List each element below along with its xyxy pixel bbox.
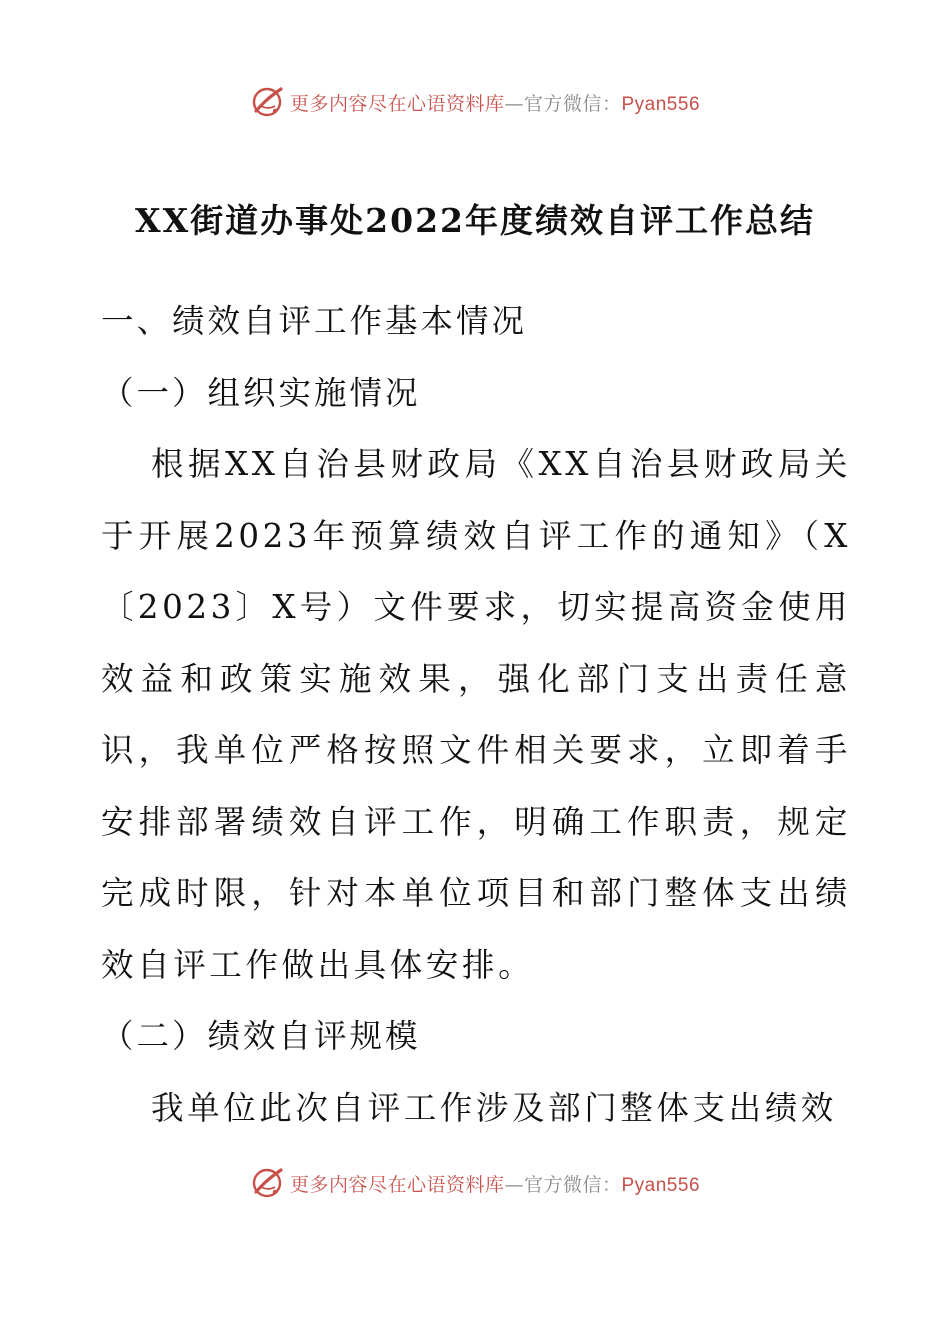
document-title: XX街道办事处2022年度绩效自评工作总结 <box>134 201 816 240</box>
footer-wechat-id: Pyan556 <box>621 1174 701 1196</box>
footer-banner-text <box>290 1170 700 1197</box>
paragraph-2: 我单位此次自评工作涉及部门整体支出绩效 <box>151 1088 837 1127</box>
header-wechat-id: Pyan556 <box>621 93 701 115</box>
section-heading-1: 一、绩效自评工作基本情况 <box>101 302 528 340</box>
header-banner-text <box>290 89 700 116</box>
subsection-heading-1: （一）组织实施情况 <box>101 373 421 412</box>
footer-banner <box>0 1163 950 1203</box>
header-banner <box>0 82 950 122</box>
footer-source-text: 更多内容尽在心语资料库 <box>289 1173 505 1196</box>
header-source-text: 更多内容尽在心语资料库 <box>289 92 505 115</box>
footer-wechat-label: —官方微信： <box>504 1173 622 1196</box>
brush-logo-icon <box>250 1165 286 1201</box>
subsection-heading-2: （二）绩效自评规模 <box>101 1017 421 1055</box>
document-body <box>101 286 851 1144</box>
header-wechat-label: —官方微信： <box>504 92 622 115</box>
brush-logo-icon <box>250 84 286 120</box>
paragraph-1: 根据XX自治县财政局《XX自治县财政局关于开展2023年预算绩效自评工作的通知》（X〔2023〕X号）文件要求，切实提高资金使用效益和政策实施效果，强化部门支出责任意识，我单位严格按照文件相关要求，立即着手安排部署绩效自评工作，明确工作职责，规定完成时限，针对本单位项目和部门整体支出绩效自评工作做出具体安排。 <box>101 445 851 984</box>
